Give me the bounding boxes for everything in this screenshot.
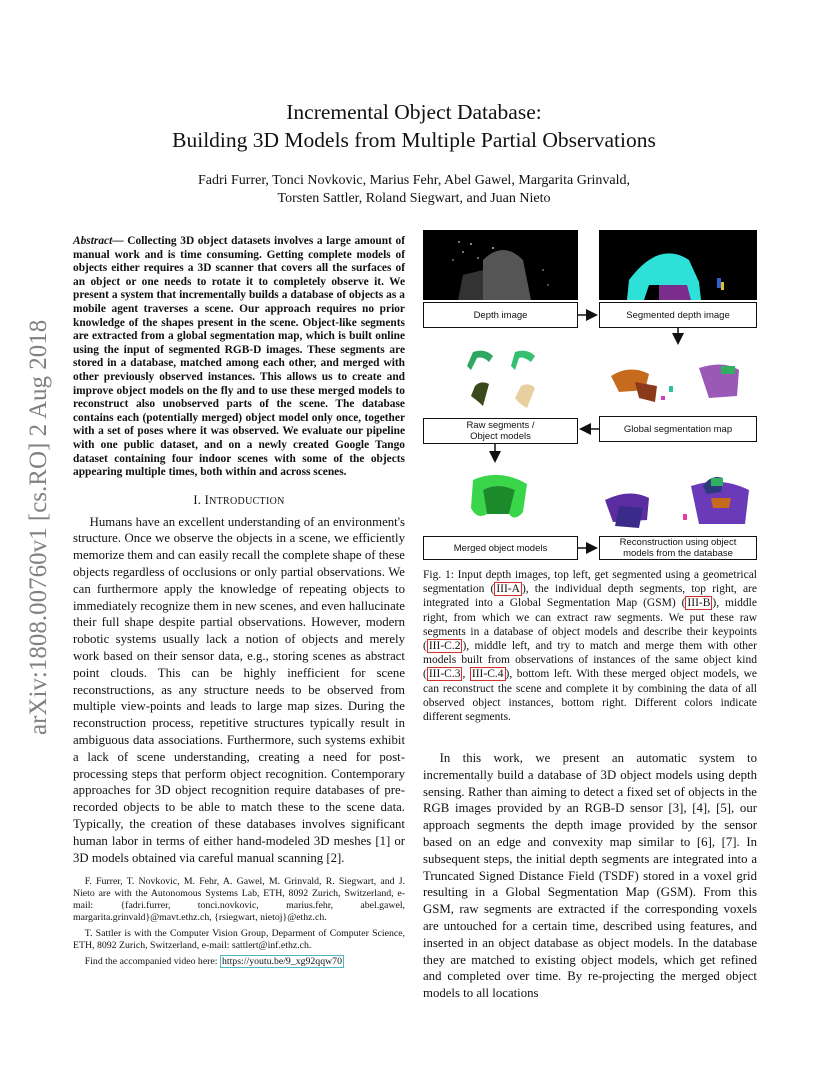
caption-part-5: ,	[462, 668, 470, 681]
label-depth-text: Depth image	[473, 309, 528, 321]
caption-part-1: Fig. 1: Input depth images, top left, get segmented using a geometrical segmentation (	[423, 569, 757, 596]
label-segmented-text: Segmented depth image	[626, 309, 730, 321]
label-raw-line1: Raw segments /	[466, 420, 535, 431]
abstract	[73, 235, 405, 480]
label-recon-line2: models from the database	[623, 548, 733, 559]
footnote-sattler: T. Sattler is with the Computer Vision Group, Deparment of Computer Science, ETH, 8092 Zurich, Switzerland, e-mail: sattlert@inf.ethz.ch.	[73, 928, 405, 952]
ref-III-C4[interactable]: III-C.4	[471, 668, 504, 681]
caption-part-2: ), the individual depth segments, top right, are integrated into a Global Segmentation Map (GSM) (	[423, 583, 757, 610]
intro-paragraph: Humans have an excellent understanding of an environment's structure. Once we observe the objects in a scene, we efficiently memorize them and can easily recall the complete shape of these objects regardless of occlusions or only partial observations. We can furthermore apply the knowledge of repeating objects to immediately recognize them in new scenes, and even hallucinate their full shape despite partial observations. However, modern robotic systems usually lack a notion of objects and merely work based on their sensor data, e.g., storing scenes as abstract point clouds. This can be highly inefficient for scene reconstructions, as any structure needs to be observed from multiple view-points and leads to large map sizes. During the reconstruction process, repetitive structures typically result in ambiguous data associations. Furthermore, such systems exhibit a lack of scene understanding, creating a need for post-processing steps that perform object recognition. Contemporary approaches for 3D object recognition require databases of pre-recorded objects to be able to match these to the scene data. Typically, the creation of these databases involves significant human labor in terms of either hand-modeled 3D meshes [1] or 3D models obtained via careful manual scanning [2].	[73, 514, 405, 865]
title-line-2: Building 3D Models from Multiple Partial Observations	[172, 128, 656, 152]
section-heading	[73, 493, 405, 508]
abstract-text: — Collecting 3D object datasets involves a large amount of manual work and is time consuming. Getting complete models of objects either requires a 3D scanner that covers all the surfaces of an object or one needs to rotate it to completely observe it. We present a system that incrementally builds a database of objects as a mobile agent traverses a scene. Our approach requires no prior knowledge of the shapes present in the scene. Object-like segments are extracted from a global segmentation map, which is built online using the input of segmented RGB-D images. These segments are stored in a database, matched among each other, and merged with other previously observed instances. This allows us to create and improve object models on the fly and to use these merged models to reconstruct also unobserved parts of the scene. The database contains each (potentially merged) object model only once, together with a set of poses where it was observed. We evaluate our pipeline with one public dataset, and on a newly created Google Tango dataset containing four indoor scenes with some of the objects appearing multiple times, both within and across scenes.	[73, 235, 405, 479]
section-title-first: I	[204, 492, 210, 507]
section-number: I.	[193, 492, 202, 507]
authors-line-2: Torsten Sattler, Roland Siegwart, and Juan Nieto	[277, 191, 551, 206]
section-title-rest: NTRODUCTION	[209, 495, 285, 507]
left-column	[73, 235, 405, 972]
title-line-1: Incremental Object Database:	[286, 100, 542, 124]
video-link[interactable]: https://youtu.be/9_xg92qqw70	[221, 956, 342, 968]
label-gsm-text: Global segmentation map	[623, 423, 733, 435]
authors	[0, 172, 828, 208]
figure-1	[423, 228, 757, 560]
footnote-video-prefix: Find the accompanied video here:	[84, 956, 220, 968]
arrows-overlay	[423, 228, 757, 560]
caption-part-4: ), middle left, and try to match and merge them with other models built from observations of instances of the same object kind (	[423, 640, 757, 681]
label-raw-line2: Object models	[470, 431, 531, 442]
right-body-paragraph: In this work, we present an automatic system to incrementally build a database of 3D object models using depth sensing. Rather than aiming to detect a fixed set of objects in the RGB images provided by an RGB-D sensor [3], [4], [5], our approach segments the depth image provided by the sensor based on an edge and convexity map similar to [6], [7]. In subsequent steps, the initial depth segments are integrated into a Truncated Signed Distance Field (TSDF) stored in a voxel grid resulting in a Global Segmentation Map (GSM). From this GSM, raw segments are extracted if the corresponding voxels are untouched for a certain time, described using features, and inserted in an object database as object models. In the database they are matched to existing object models, which get refined and completed over time. By re-projecting the merged object models to all locations	[423, 751, 757, 1001]
figure-caption	[423, 568, 757, 724]
abstract-label: Abstract	[73, 235, 113, 247]
label-recon-line1: Reconstruction using object	[619, 537, 737, 548]
footnotes	[73, 876, 405, 968]
ref-III-A[interactable]: III-A	[496, 583, 520, 596]
label-merged-text: Merged object models	[453, 542, 548, 554]
ref-III-B[interactable]: III-B	[687, 597, 711, 610]
footnote-affiliations: F. Furrer, T. Novkovic, M. Fehr, A. Gawel, M. Grinvald, R. Siegwart, and J. Nieto are with the Autonomous Systems Lab, ETH, 8092 Zurich, Switzerland, e-mail: {fadri.furrer, tonci.novkovic, marius.fehr, abel.gawel, margarita.grinvald}@mavt.ethz.ch, {rsiegwart, nietoj}@ethz.ch.	[73, 876, 405, 924]
ref-III-C3[interactable]: III-C.3	[428, 668, 461, 681]
footnote-video	[73, 956, 405, 968]
right-body	[423, 750, 757, 1002]
arxiv-stamp: arXiv:1808.00760v1 [cs.RO] 2 Aug 2018	[25, 319, 52, 735]
caption-part-3: ), middle right, from which we can extract raw segments. We put these raw segments in a database of object models and describe their keypoints (	[423, 597, 757, 653]
authors-line-1: Fadri Furrer, Tonci Novkovic, Marius Fehr, Abel Gawel, Margarita Grinvald,	[197, 173, 631, 188]
caption-text	[423, 568, 757, 724]
paper-title	[0, 98, 828, 154]
caption-part-6: ), bottom left. With these merged object models, we can reconstruct the scene and complete it by combining the data of all observed object instances, bottom right. Different colors indicate different segments.	[423, 668, 758, 724]
ref-III-C2[interactable]: III-C.2	[428, 640, 461, 653]
